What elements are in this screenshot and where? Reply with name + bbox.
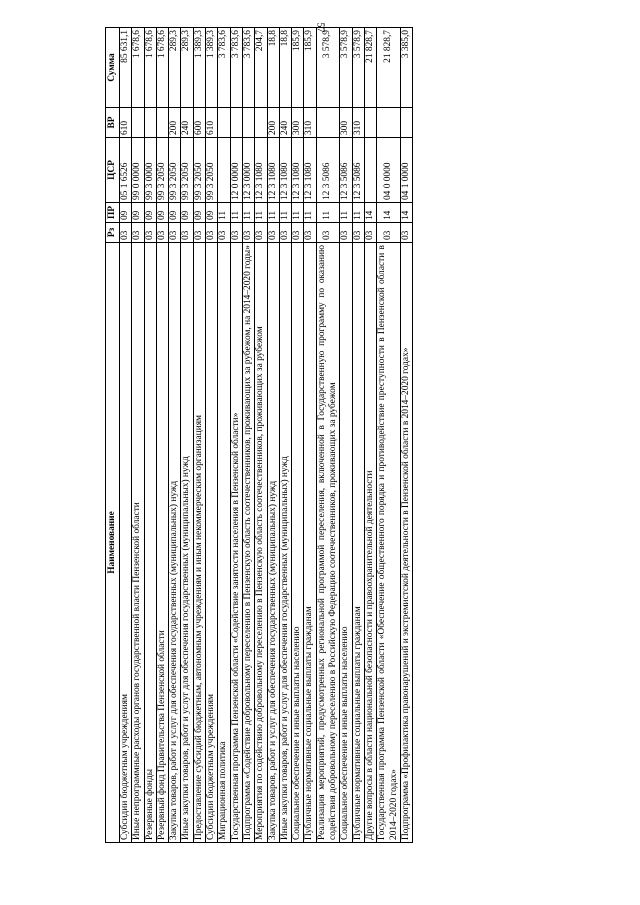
row-csr: 12 3 5086: [316, 138, 340, 203]
row-sum: 3 783,6: [230, 28, 242, 108]
row-rz: 03: [304, 223, 316, 243]
row-name: Мероприятия по содействию добровольному переселению в Пензенскую область соотечественников, проживающих за рубежом: [255, 243, 267, 843]
row-csr: 99 3 2050: [156, 138, 168, 203]
row-pr: 14: [377, 203, 401, 223]
row-name: Резервные фонды: [144, 243, 156, 843]
table-row: [120, 28, 132, 843]
row-pr: 11: [218, 203, 230, 223]
row-csr: 12 3 1080: [255, 138, 267, 203]
header-vr: ВР: [106, 108, 120, 138]
row-sum: 3 578,9: [352, 28, 364, 108]
row-rz: 03: [400, 223, 412, 243]
row-vr: [364, 108, 376, 138]
row-pr: 11: [279, 203, 291, 223]
row-vr: 240: [279, 108, 291, 138]
row-name: Социальное обеспечение и иные выплаты населению: [292, 243, 304, 843]
row-sum: 204,7: [255, 28, 267, 108]
row-vr: 200: [169, 108, 181, 138]
row-sum: 1 389,3: [206, 28, 218, 108]
row-name: Предоставление субсидий бюджетным, автономным учреждениям и иным некоммерческим организациям: [193, 243, 205, 843]
row-vr: 300: [340, 108, 352, 138]
row-sum: 1 678,6: [156, 28, 168, 108]
row-rz: 03: [279, 223, 291, 243]
row-pr: 14: [400, 203, 412, 223]
row-vr: [132, 108, 144, 138]
row-vr: 610: [120, 108, 132, 138]
row-csr: [364, 138, 376, 203]
row-csr: 05 1 6526: [120, 138, 132, 203]
row-pr: 11: [304, 203, 316, 223]
table-row: [132, 28, 144, 843]
table-row: [316, 28, 340, 843]
row-sum: 18,8: [279, 28, 291, 108]
row-vr: [230, 108, 242, 138]
row-vr: 310: [352, 108, 364, 138]
row-sum: 18,8: [267, 28, 279, 108]
row-rz: 03: [267, 223, 279, 243]
table-row: [352, 28, 364, 843]
row-pr: 09: [169, 203, 181, 223]
row-csr: 12 3 1080: [292, 138, 304, 203]
row-rz: 03: [340, 223, 352, 243]
row-rz: 03: [242, 223, 254, 243]
row-vr: 200: [267, 108, 279, 138]
row-rz: 03: [230, 223, 242, 243]
table-row: [304, 28, 316, 843]
table-row: [377, 28, 401, 843]
row-csr: 12 3 0000: [242, 138, 254, 203]
row-vr: 240: [181, 108, 193, 138]
row-csr: 12 3 5086: [340, 138, 352, 203]
row-name: Иные закупки товаров, работ и услуг для обеспечения государственных (муниципальных) нужд: [181, 243, 193, 843]
row-pr: 11: [292, 203, 304, 223]
row-csr: 04 1 0000: [400, 138, 412, 203]
row-rz: 03: [156, 223, 168, 243]
row-vr: 310: [304, 108, 316, 138]
page-number: 57: [314, 22, 326, 33]
row-name: Субсидии бюджетным учреждениям: [120, 243, 132, 843]
row-name: Субсидии бюджетным учреждениям: [206, 243, 218, 843]
row-pr: 11: [242, 203, 254, 223]
row-name: Другие вопросы в области национальной безопасности и правоохранительной деятельности: [364, 243, 376, 843]
row-csr: [218, 138, 230, 203]
row-pr: 09: [120, 203, 132, 223]
row-sum: 185,9: [304, 28, 316, 108]
table-row: [364, 28, 376, 843]
row-rz: 03: [193, 223, 205, 243]
table-row: [230, 28, 242, 843]
row-sum: 21 828,7: [364, 28, 376, 108]
row-rz: 03: [292, 223, 304, 243]
budget-table: [105, 27, 413, 843]
row-sum: 1 678,6: [132, 28, 144, 108]
row-sum: 3 783,6: [242, 28, 254, 108]
row-pr: 11: [316, 203, 340, 223]
row-vr: [377, 108, 401, 138]
row-vr: [144, 108, 156, 138]
row-sum: 85 631,1: [120, 28, 132, 108]
row-pr: 14: [364, 203, 376, 223]
row-rz: 03: [352, 223, 364, 243]
row-name: Реализация мероприятий, предусмотренных региональной программой переселения, включенной в Государственную программу по оказанию содействия добровольному переселению в Российскую Федерацию соотечественников, проживающих за рубежом: [316, 243, 340, 843]
row-name: Резервный фонд Правительства Пензенской области: [156, 243, 168, 843]
row-sum: 3 783,6: [218, 28, 230, 108]
row-sum: 289,3: [169, 28, 181, 108]
table-row: [144, 28, 156, 843]
table-row: [279, 28, 291, 843]
row-csr: 12 3 1080: [304, 138, 316, 203]
row-pr: 11: [352, 203, 364, 223]
row-pr: 09: [144, 203, 156, 223]
table-row: [206, 28, 218, 843]
row-vr: 610: [206, 108, 218, 138]
row-sum: 3 385,0: [400, 28, 412, 108]
header-csr: ЦСР: [106, 138, 120, 203]
table-row: [255, 28, 267, 843]
table-row: [181, 28, 193, 843]
row-pr: 11: [340, 203, 352, 223]
table-row: [292, 28, 304, 843]
row-csr: 04 0 0000: [377, 138, 401, 203]
rotated-table-container: [105, 28, 550, 843]
header-name: Наименование: [106, 243, 120, 843]
row-pr: 11: [255, 203, 267, 223]
row-csr: 99 3 2050: [169, 138, 181, 203]
row-name: Публичные нормативные социальные выплаты гражданам: [352, 243, 364, 843]
row-vr: [218, 108, 230, 138]
row-sum: 1 389,3: [193, 28, 205, 108]
row-rz: 03: [120, 223, 132, 243]
row-name: Иные непрограммные расходы органов государственной власти Пензенской области: [132, 243, 144, 843]
row-pr: 09: [181, 203, 193, 223]
row-vr: [156, 108, 168, 138]
row-rz: 03: [144, 223, 156, 243]
row-name: Миграционная политика: [218, 243, 230, 843]
table-header-row: [106, 28, 120, 843]
row-pr: 09: [206, 203, 218, 223]
row-pr: 11: [267, 203, 279, 223]
row-sum: 3 578,9: [340, 28, 352, 108]
table-row: [156, 28, 168, 843]
row-name: Иные закупки товаров, работ и услуг для обеспечения государственных (муниципальных) нужд: [279, 243, 291, 843]
row-vr: [242, 108, 254, 138]
header-sum: Сумма: [106, 28, 120, 108]
row-vr: 600: [193, 108, 205, 138]
row-sum: 185,9: [292, 28, 304, 108]
row-rz: 03: [181, 223, 193, 243]
row-sum: 21 828,7: [377, 28, 401, 108]
row-csr: 99 3 2050: [193, 138, 205, 203]
row-pr: 09: [156, 203, 168, 223]
table-row: [340, 28, 352, 843]
table-row: [169, 28, 181, 843]
row-rz: 03: [169, 223, 181, 243]
row-csr: 12 3 1080: [267, 138, 279, 203]
row-name: Подпрограмма «Содействие добровольному переселению в Пензенскую область соотечественников, проживающих за рубежом, на 2014–2020 годы»: [242, 243, 254, 843]
row-rz: 03: [316, 223, 340, 243]
row-csr: 99 0 0000: [132, 138, 144, 203]
row-pr: 11: [230, 203, 242, 223]
row-vr: [255, 108, 267, 138]
row-csr: 99 3 2050: [181, 138, 193, 203]
row-csr: 12 0 0000: [230, 138, 242, 203]
table-row: [218, 28, 230, 843]
row-rz: 03: [206, 223, 218, 243]
table-row: [193, 28, 205, 843]
row-rz: 03: [255, 223, 267, 243]
row-name: Закупка товаров, работ и услуг для обеспечения государственных (муниципальных) нужд: [267, 243, 279, 843]
row-name: Публичные нормативные социальные выплаты гражданам: [304, 243, 316, 843]
row-pr: 09: [132, 203, 144, 223]
table-row: [242, 28, 254, 843]
row-csr: 99 3 0000: [144, 138, 156, 203]
table-row: [267, 28, 279, 843]
row-pr: 09: [193, 203, 205, 223]
header-rz: Рз: [106, 223, 120, 243]
row-vr: [316, 108, 340, 138]
header-pr: ПР: [106, 203, 120, 223]
row-name: Социальное обеспечение и иные выплаты населению: [340, 243, 352, 843]
row-vr: 300: [292, 108, 304, 138]
row-sum: 1 678,6: [144, 28, 156, 108]
table-row: [400, 28, 412, 843]
row-rz: 03: [377, 223, 401, 243]
row-name: Государственная программа Пензенской области «Обеспечение общественного порядка и противодействие преступности в Пензенской области в 2014–2020 годах»: [377, 243, 401, 843]
row-name: Подпрограмма «Профилактика правонарушений и экстремистской деятельности в Пензенской области в 2014–2020 годах»: [400, 243, 412, 843]
row-name: Государственная программа Пензенской области «Содействие занятости населения в Пензенской области»: [230, 243, 242, 843]
row-rz: 03: [218, 223, 230, 243]
row-sum: 3 578,9: [316, 28, 340, 108]
row-vr: [400, 108, 412, 138]
row-name: Закупка товаров, работ и услуг для обеспечения государственных (муниципальных) нужд: [169, 243, 181, 843]
row-sum: 289,3: [181, 28, 193, 108]
row-csr: 99 3 2050: [206, 138, 218, 203]
row-csr: 12 3 1080: [279, 138, 291, 203]
row-csr: 12 3 5086: [352, 138, 364, 203]
row-rz: 03: [132, 223, 144, 243]
row-rz: 03: [364, 223, 376, 243]
